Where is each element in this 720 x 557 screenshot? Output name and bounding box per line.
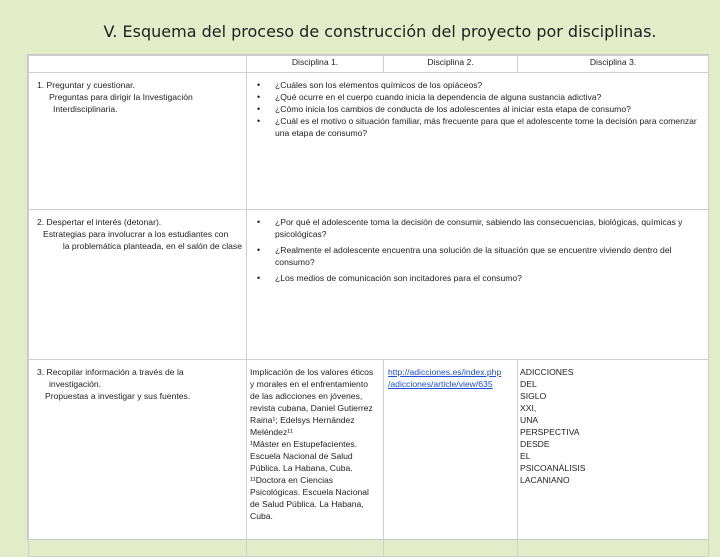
step-text: Estrategias para involucrar a los estudiantes con (43, 229, 229, 239)
question-list (247, 73, 708, 139)
bullet-icon: • (257, 116, 261, 126)
table-row (29, 73, 709, 210)
list-item: • ¿Cuál es el motivo o situación familiar, más frecuente para que el adolescente tome la decisión para comenzar una etapa de consumo? (257, 116, 697, 138)
source-link[interactable]: /adicciones/article/view/635 (388, 379, 493, 389)
bullet-icon: • (257, 273, 261, 283)
step-cell-2 (29, 210, 247, 360)
step-text: Preguntas para dirigir la Investigación (49, 92, 193, 102)
disciplina-1-source: Implicación de los valores éticos y morales en el enfrentamiento de las adicciones en jóvenes, revista cubana, Daniel Gutierrez Raina¹; Edelsys Hernández Meléndez¹¹ ¹Máster en Estupefacientes. Escuela Nacional de Salud Pública. La Habana, Cuba. ¹¹Doctora en Ciencias Psicológicas. Escuela Nacional de Salud Pública. La Habana, Cuba. (247, 360, 384, 557)
list-item: • ¿Los medios de comunicación son incitadores para el consumo? (257, 273, 522, 283)
header-disciplina-1: Disciplina 1. (247, 56, 384, 73)
questions-cell-1 (247, 73, 709, 210)
table-row (29, 360, 709, 557)
bullet-icon: • (257, 92, 261, 102)
step-text: Interdisciplinaria. (53, 104, 118, 114)
bullet-icon: • (257, 245, 261, 255)
header-row (29, 56, 709, 73)
bullet-icon: • (257, 104, 261, 114)
disciplina-3-source: ADICCIONES DEL SIGLO XXI, UNA PERSPECTIVA DESDE EL PSICOANÁLISIS LACANIANO (518, 360, 709, 557)
source-link[interactable]: http://adicciones.es/index.php (388, 367, 502, 377)
header-disciplina-2: Disciplina 2. (384, 56, 518, 73)
questions-cell-2 (247, 210, 709, 360)
bullet-icon: • (257, 217, 261, 227)
header-disciplina-3: Disciplina 3. (518, 56, 709, 73)
page-title: V. Esquema del proceso de construcción del proyecto por disciplinas. (103, 22, 657, 41)
step-cell-3 (29, 360, 247, 557)
step-text: la problemática planteada, en el salón de clase (62, 241, 242, 251)
step-title: 1. Preguntar y cuestionar. (37, 80, 135, 90)
step-text: Propuestas a investigar y sus fuentes. (45, 391, 191, 401)
table-row (29, 210, 709, 360)
scheme-table (28, 55, 709, 557)
list-item: • ¿Qué ocurre en el cuerpo cuando inicia la dependencia de alguna sustancia adictiva? (257, 92, 602, 102)
header-empty (29, 56, 247, 73)
list-item: • ¿Cuáles son los elementos químicos de los opiáceos? (257, 80, 483, 90)
list-item: • ¿Por qué el adolescente toma la decisión de consumir, sabiendo las consecuencias, biológicas, químicas y psicológicas? (257, 217, 683, 239)
scheme-sheet (27, 54, 709, 540)
step-title: 3. Recopilar información a través de la (37, 367, 184, 377)
list-item: • ¿Cómo inicia los cambios de conducta de los adolescentes al iniciar esta etapa de consumo? (257, 104, 631, 114)
step-cell-1 (29, 73, 247, 210)
step-text: investigación. (49, 379, 102, 389)
bullet-icon: • (257, 80, 261, 90)
list-item: • ¿Realmente el adolescente encuentra una solución de la situación que se encuentre viviendo dentro del consumo? (257, 245, 672, 267)
disciplina-2-source (384, 360, 518, 557)
step-title: 2. Despertar el interés (detonar). (37, 217, 162, 227)
question-list (247, 210, 708, 284)
